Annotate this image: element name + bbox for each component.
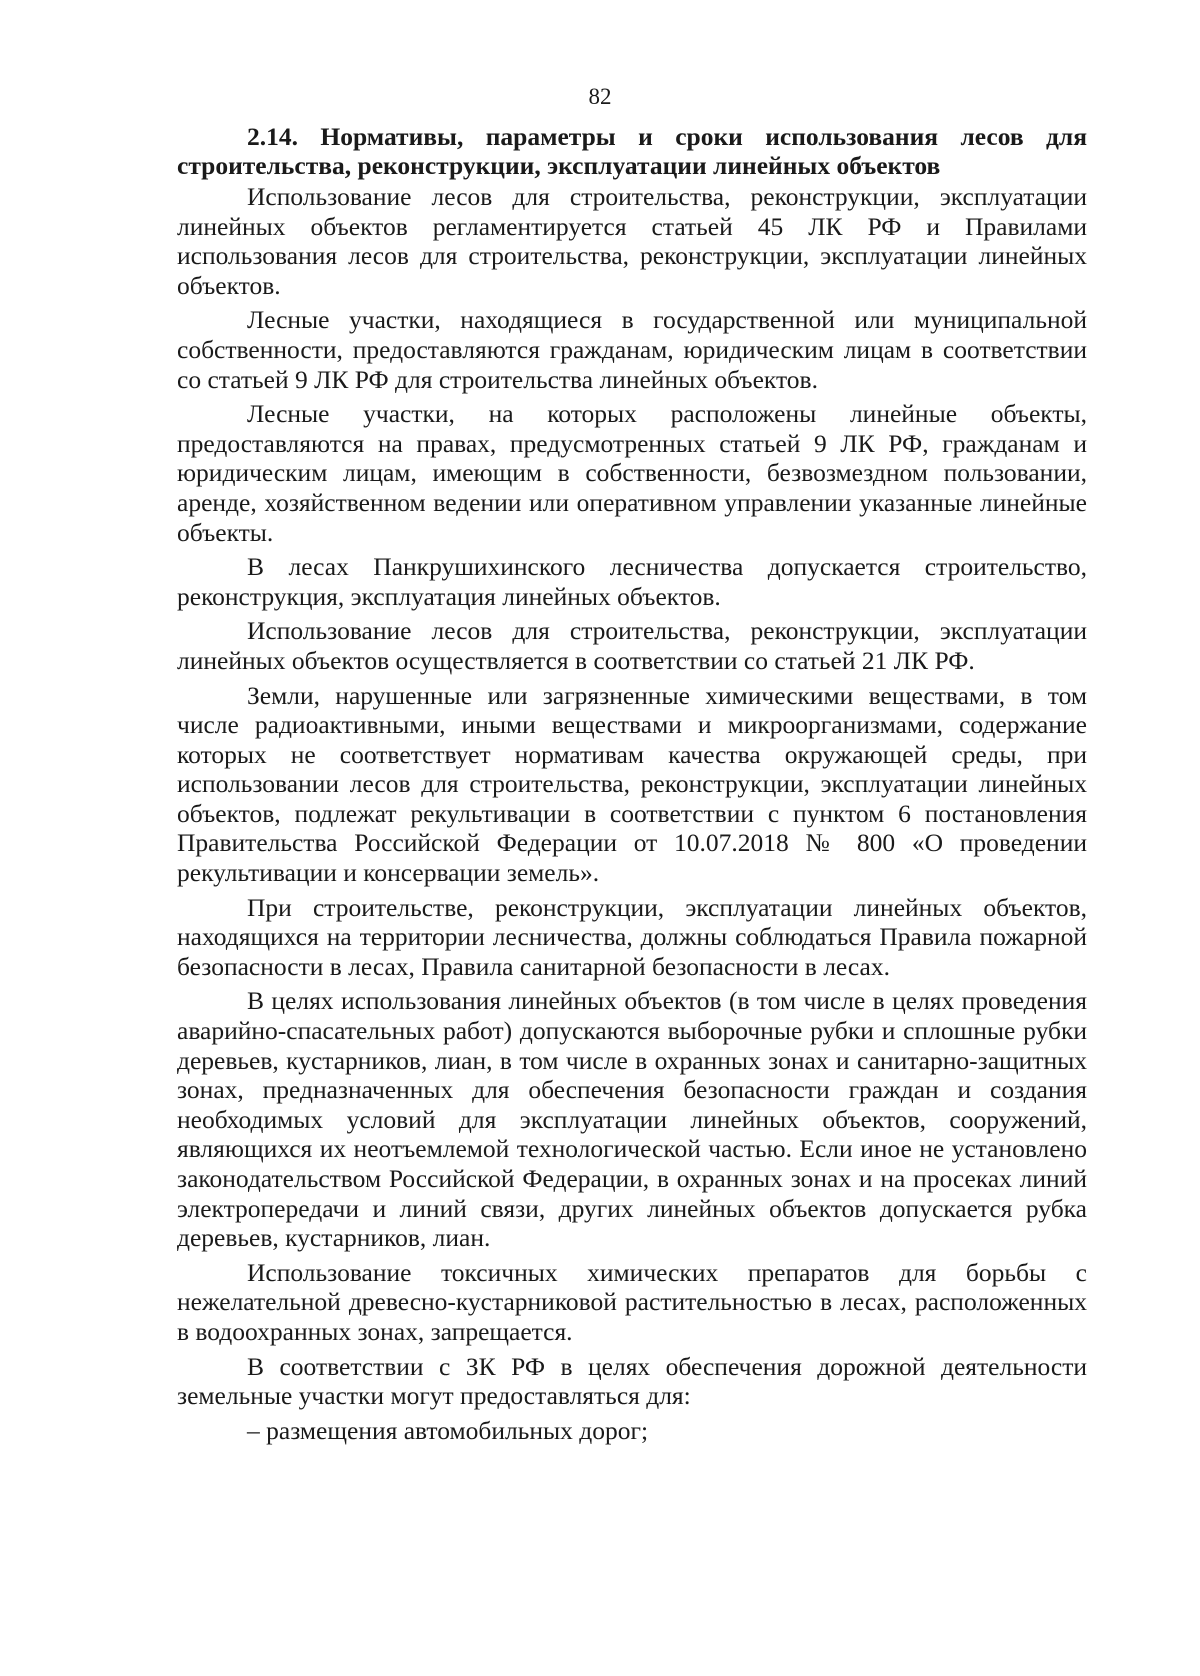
paragraph: Земли, нарушенные или загрязненные химическими веществами, в том числе радиоактивными, иными веществами и микроорганизмами, содержание которых не соответствует нормативам качества окружающей среды, при использовании лесов для строительства, реконструкции, эксплуатации линейных объектов, подлежат рекультивации в соответствии с пунктом 6 постановления Правительства Российской Федерации от 10.07.2018 № 800 «О проведении рекультивации и консервации земель».	[177, 680, 1087, 888]
document-body	[177, 122, 1087, 1445]
paragraph: Лесные участки, на которых расположены линейные объекты, предоставляются на правах, предусмотренных статьей 9 ЛК РФ, гражданам и юридическим лицам, имеющим в собственности, безвозмездном пользовании, аренде, хозяйственном ведении или оперативном управлении указанные линейные объекты.	[177, 399, 1087, 547]
paragraph: В соответствии с ЗК РФ в целях обеспечения дорожной деятельности земельные участки могут предоставляться для:	[177, 1351, 1087, 1411]
paragraph: Лесные участки, находящиеся в государственной или муниципальной собственности, предоставляются гражданам, юридическим лицам в соответствии со статьей 9 ЛК РФ для строительства линейных объектов.	[177, 305, 1087, 394]
paragraph: При строительстве, реконструкции, эксплуатации линейных объектов, находящихся на территории лесничества, должны соблюдаться Правила пожарной безопасности в лесах, Правила санитарной безопасности в лесах.	[177, 892, 1087, 981]
section-heading: 2.14. Нормативы, параметры и сроки использования лесов для строительства, реконструкции, эксплуатации линейных объектов	[177, 122, 1087, 180]
paragraph: Использование лесов для строительства, реконструкции, эксплуатации линейных объектов осуществляется в соответствии со статьей 21 ЛК РФ.	[177, 616, 1087, 675]
paragraph: Использование лесов для строительства, реконструкции, эксплуатации линейных объектов регламентируется статьей 45 ЛК РФ и Правилами использования лесов для строительства, реконструкции, эксплуатации линейных объектов.	[177, 182, 1087, 300]
list-item: – размещения автомобильных дорог;	[247, 1415, 649, 1445]
paragraph: Использование токсичных химических препаратов для борьбы с нежелательной древесно-кустарниковой растительностью в лесах, расположенных в водоохранных зонах, запрещается.	[177, 1257, 1087, 1346]
paragraph: В лесах Панкрушихинского лесничества допускается строительство, реконструкция, эксплуатация линейных объектов.	[177, 552, 1087, 611]
page-number: 82	[588, 84, 612, 109]
paragraph: В целях использования линейных объектов (в том числе в целях проведения аварийно-спасательных работ) допускаются выборочные рубки и сплошные рубки деревьев, кустарников, лиан, в том числе в охранных зонах и санитарно-защитных зонах, предназначенных для обеспечения безопасности граждан и создания необходимых условий для эксплуатации линейных объектов, сооружений, являющихся их неотъемлемой технологической частью. Если иное не установлено законодательством Российской Федерации, в охранных зонах и на просеках линий электропередачи и линий связи, других линейных объектов допускается рубка деревьев, кустарников, лиан.	[177, 986, 1087, 1253]
